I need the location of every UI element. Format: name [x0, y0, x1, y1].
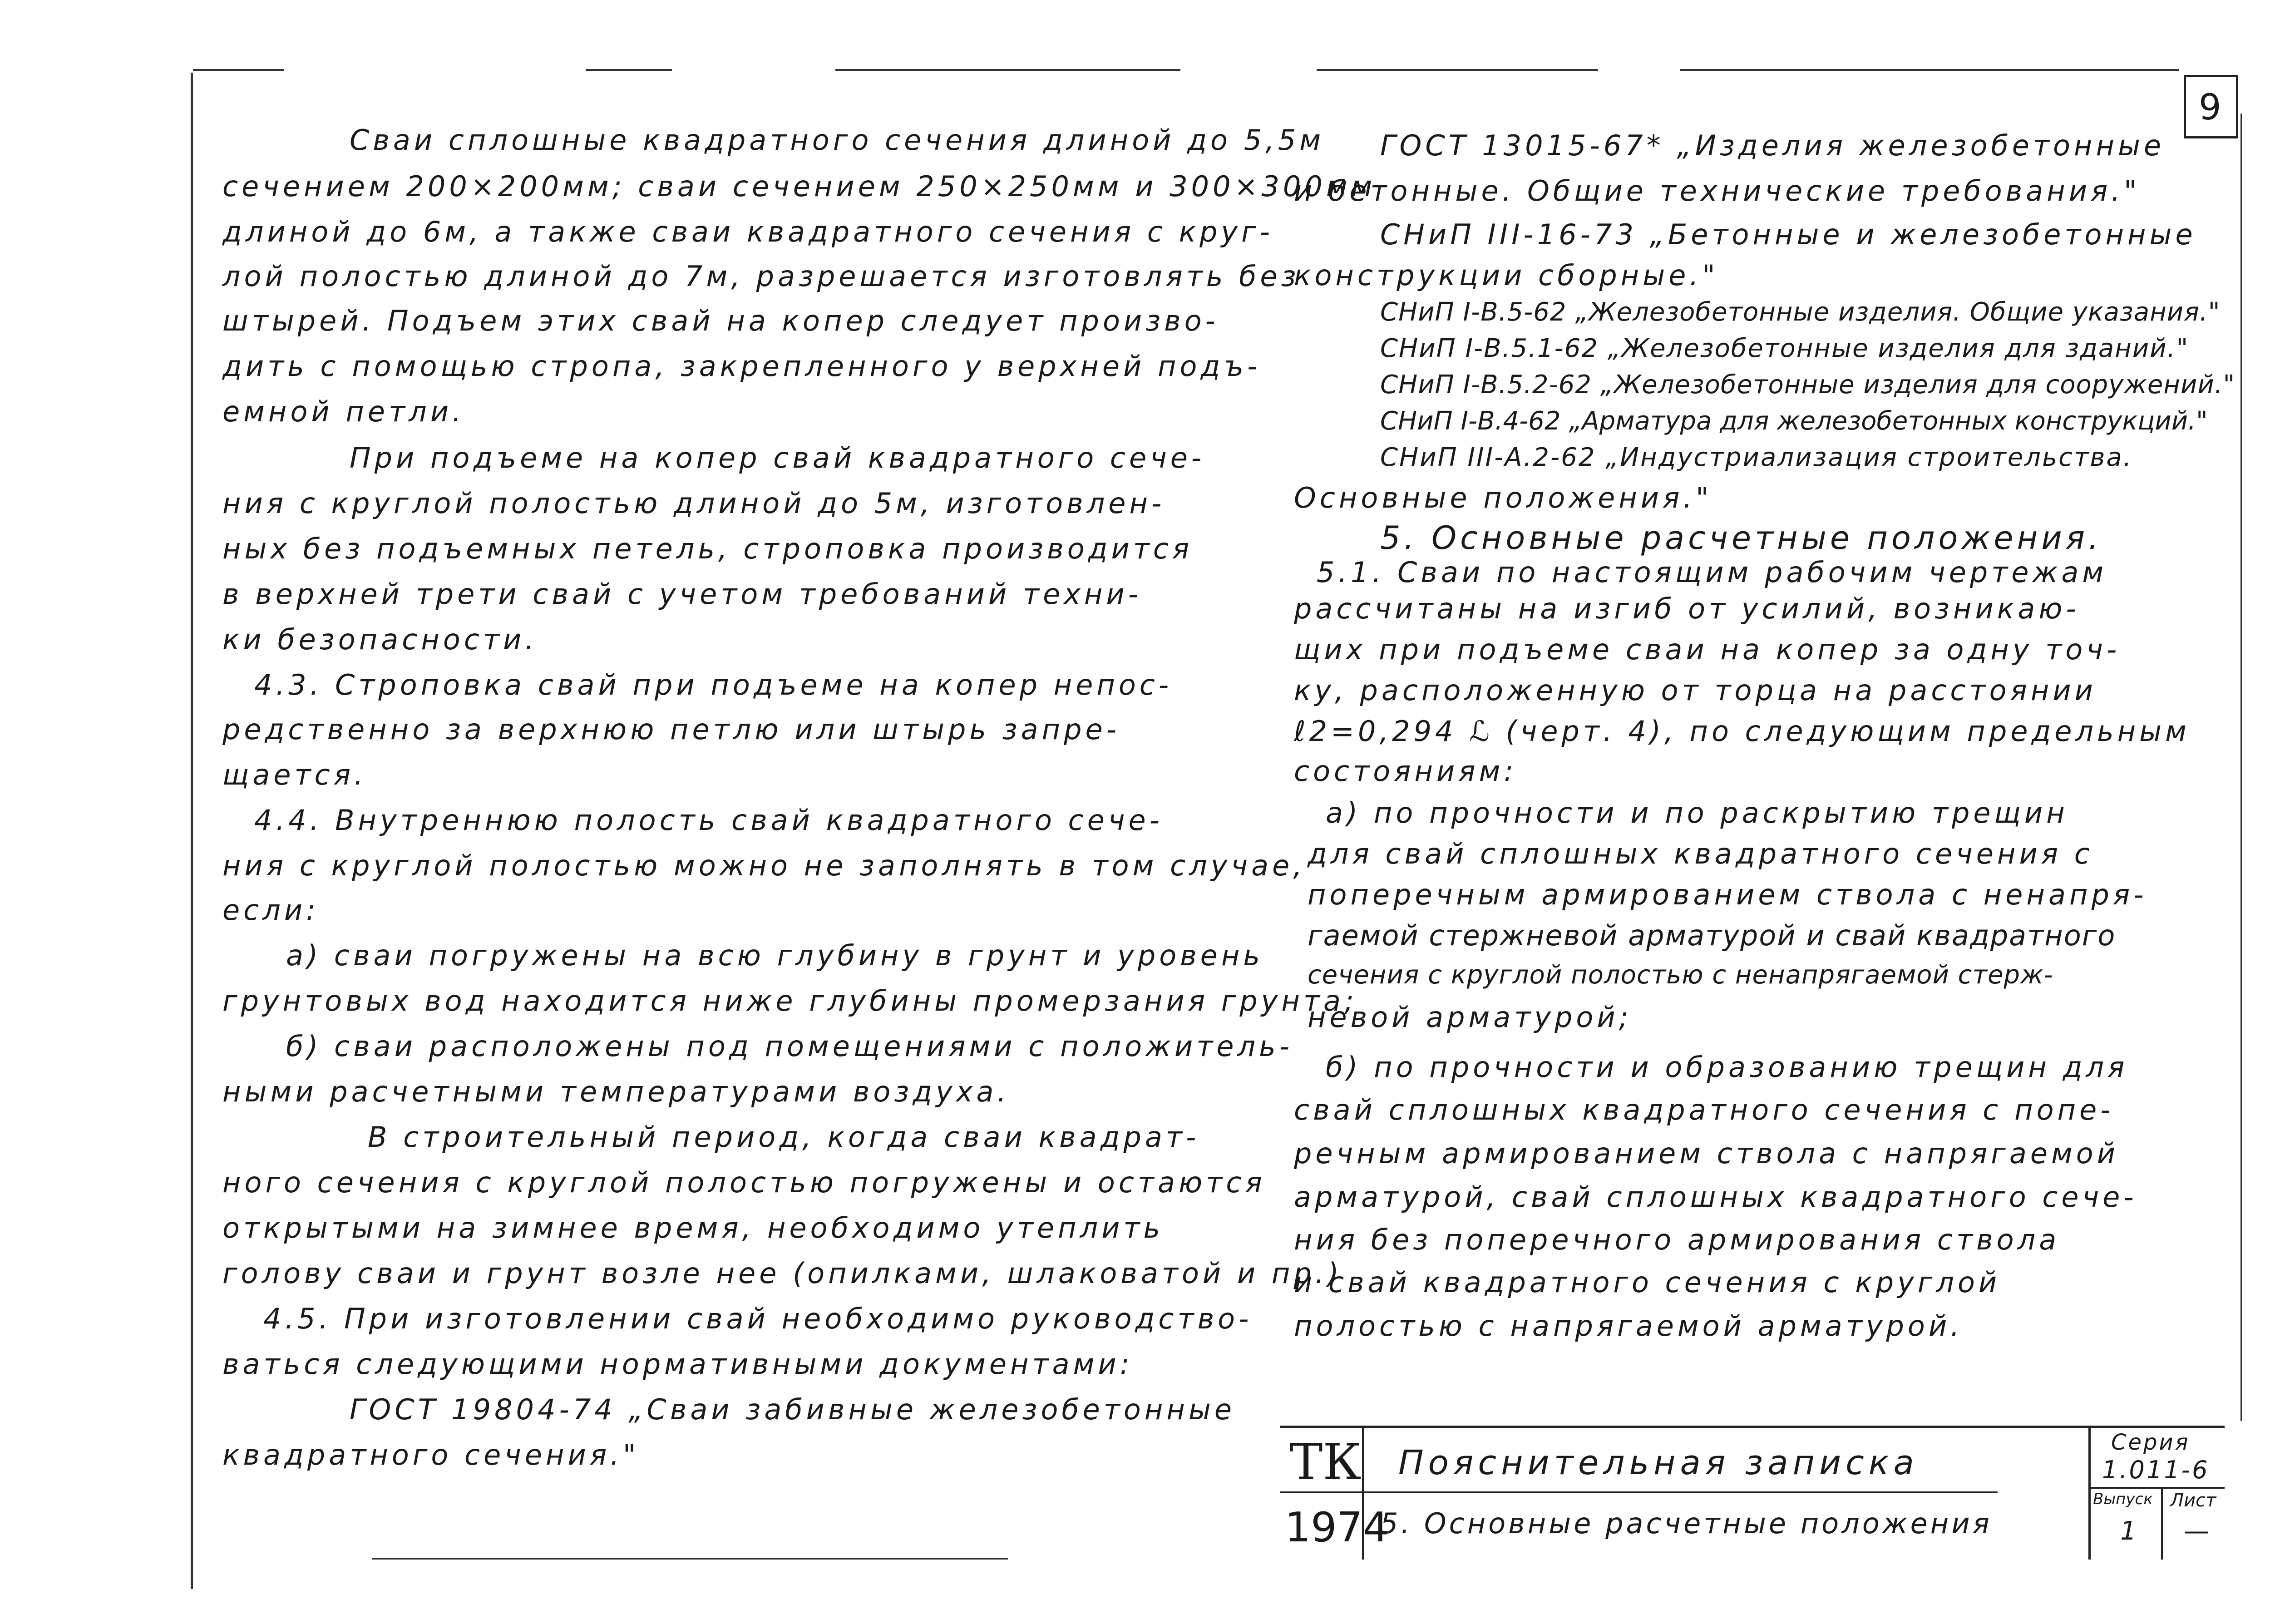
title-block: [1280, 1426, 2225, 1560]
document-title: Пояснительная записка: [1398, 1443, 1919, 1482]
text-line: поперечным армированием ствола с ненапря-: [1308, 878, 2147, 911]
text-line: невой арматурой;: [1308, 1001, 1632, 1034]
text-line: В строительный период, когда сваи квадрат-: [368, 1121, 1200, 1154]
text-line: ния с круглой полостью можно не заполнять в том случае,: [222, 849, 1306, 882]
text-line: ными расчетными температурами воздуха.: [222, 1075, 1010, 1108]
text-line: ℓ2=0,294 ℒ (черт. 4), по следующим предельным: [1294, 715, 2190, 748]
text-line: ки безопасности.: [222, 623, 538, 656]
text-line: открытыми на зимнее время, необходимо утеплить: [222, 1211, 1164, 1244]
left-margin-line: [191, 73, 193, 1589]
text-line: если:: [222, 893, 320, 927]
text-line: ку, расположенную от торца на расстоянии: [1294, 674, 2097, 707]
text-line: ГОСТ 13015-67* „Изделия железобетонные: [1380, 129, 2165, 162]
text-line: и свай квадратного сечения с круглой: [1294, 1266, 2001, 1299]
text-line: дить с помощью стропа, закрепленного у верхней подъ-: [222, 350, 1261, 383]
top-rule-far-right: [1680, 69, 2179, 71]
sheet-number: 9: [2199, 87, 2221, 128]
text-line: а) по прочности и по раскрытию трещин: [1326, 796, 2068, 829]
org-label: ТК: [1289, 1433, 1362, 1491]
text-line: Сваи сплошные квадратного сечения длиной до 5,5м: [350, 123, 1325, 157]
sheet-value: —: [2184, 1516, 2209, 1546]
series-value: 1.011-6: [2102, 1456, 2210, 1484]
text-line: а) сваи погружены на всю глубину в грунт и уровень: [286, 939, 1263, 972]
top-rule-center: [835, 69, 1180, 71]
text-line: 4.5. При изготовлении свай необходимо руководство-: [263, 1302, 1253, 1335]
text-line: длиной до 6м, а также сваи квадратного сечения с круг-: [222, 215, 1274, 248]
text-line: грунтовых вод находится ниже глубины промерзания грунта;: [222, 984, 1357, 1017]
text-line: ГОСТ 19804-74 „Сваи забивные железобетонные: [350, 1393, 1236, 1426]
text-line: рассчитаны на изгиб от усилий, возникаю-: [1294, 592, 2080, 625]
top-rule-mid: [586, 69, 672, 71]
text-line: ваться следующими нормативными документами:: [222, 1348, 1133, 1381]
text-line: 4.3. Строповка свай при подъеме на копер непос-: [254, 668, 1173, 701]
text-line: ния с круглой полостью длиной до 5м, изготовлен-: [222, 487, 1165, 520]
text-line: СНиП I-В.5-62 „Железобетонные изделия. Общие указания.": [1380, 297, 2221, 327]
text-line: лой полостью длиной до 7м, разрешается изготовлять без: [222, 260, 1300, 293]
text-line: ния без поперечного армирования ствола: [1294, 1223, 2060, 1256]
text-line: емной петли.: [222, 395, 465, 428]
text-line: для свай сплошных квадратного сечения с: [1308, 837, 2093, 870]
text-line: гаемой стержневой арматурой и свай квадратного: [1308, 919, 2116, 952]
text-line: щается.: [222, 758, 367, 791]
text-line: полостью с напрягаемой арматурой.: [1294, 1309, 1963, 1343]
top-rule-right: [1317, 69, 1598, 71]
text-line: При подъеме на копер свай квадратного сече-: [350, 441, 1205, 474]
top-rule-left: [193, 69, 284, 71]
text-line: щих при подъеме сваи на копер за одну точ-: [1294, 633, 2121, 666]
series-label: Серия: [2111, 1430, 2190, 1455]
issue-value: 1: [2120, 1516, 2137, 1546]
text-line: б) сваи расположены под помещениями с положитель-: [286, 1030, 1293, 1063]
text-line: речным армированием ствола с напрягаемой: [1294, 1137, 2119, 1170]
text-line: свай сплошных квадратного сечения с попе-: [1294, 1093, 2114, 1126]
year-label: 1974: [1285, 1504, 1389, 1551]
text-line: СНиП I-В.4-62 „Арматура для железобетонных конструкций.": [1380, 406, 2208, 436]
text-line: СНиП I-В.5.2-62 „Железобетонные изделия для сооружений.": [1380, 370, 2235, 400]
text-line: сечением 200×200мм; сваи сечением 250×250мм и 300×300мм: [222, 170, 1376, 203]
text-line: СНиП I-В.5.1-62 „Железобетонные изделия для зданий.": [1380, 334, 2189, 363]
text-line: в верхней трети свай с учетом требований техни-: [222, 578, 1142, 611]
text-line: 5.1. Сваи по настоящим рабочим чертежам: [1317, 556, 2107, 589]
text-line: редственно за верхнюю петлю или штырь запре-: [222, 713, 1120, 746]
issue-label: Выпуск: [2093, 1490, 2153, 1508]
text-line: и бетонные. Общие технические требования.": [1294, 174, 2141, 207]
right-margin-line: [2240, 114, 2242, 1421]
text-line: 4.4. Внутреннюю полость свай квадратного сече-: [254, 804, 1164, 837]
text-line: СНиП III-А.2-62 „Индустриализация строительства.: [1380, 443, 2133, 472]
text-line: квадратного сечения.": [222, 1438, 640, 1471]
text-line: голову сваи и грунт возле нее (опилками, шлаковатой и пр.): [222, 1257, 1342, 1290]
text-line: ных без подъемных петель, строповка производится: [222, 532, 1193, 565]
text-line: СНиП III-16-73 „Бетонные и железобетонные: [1380, 218, 2196, 251]
text-line: арматурой, свай сплошных квадратного сече-: [1294, 1180, 2137, 1214]
bottom-rule: [372, 1558, 1008, 1560]
text-line: конструкции сборные.": [1294, 259, 1719, 292]
text-line: ного сечения с круглой полостью погружены и остаются: [222, 1166, 1266, 1199]
sheet-label: Лист: [2170, 1490, 2216, 1511]
text-line: Основные положения.": [1294, 481, 1712, 514]
text-line: сечения с круглой полостью с ненапрягаемой стерж-: [1308, 960, 2053, 990]
document-subtitle: 5. Основные расчетные положения: [1380, 1507, 1992, 1540]
text-line: б) по прочности и образованию трещин для: [1326, 1051, 2128, 1084]
text-line: штырей. Подъем этих свай на копер следует произво-: [222, 304, 1219, 337]
sheet-number-box: [2184, 75, 2238, 138]
section-heading: 5. Основные расчетные положения.: [1380, 519, 2102, 557]
text-line: состояниям:: [1294, 755, 1517, 788]
